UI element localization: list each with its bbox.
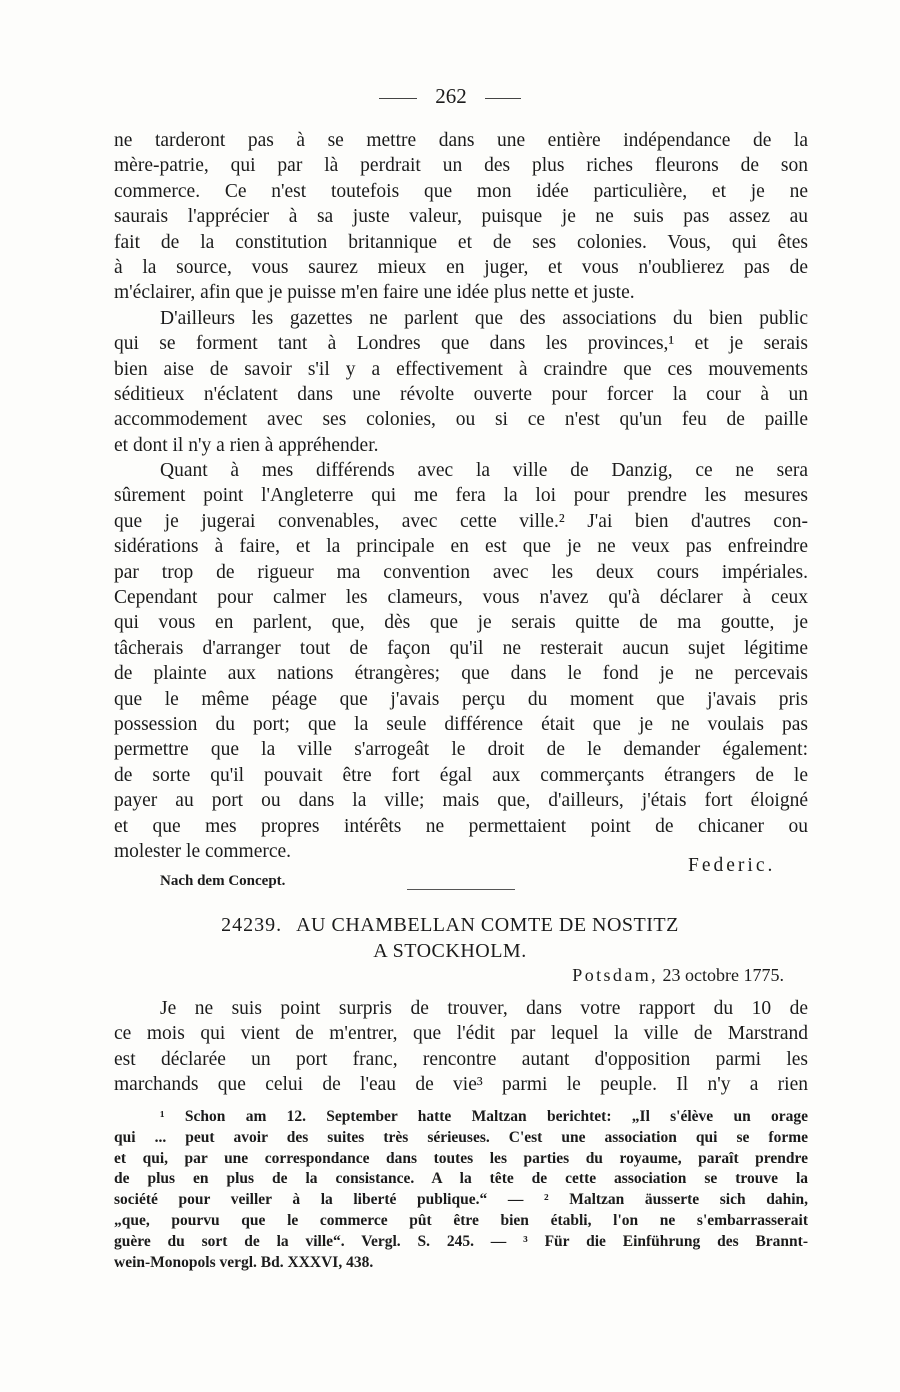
footnote-line: société pour veiller à la liberté publique.“ — ² Maltzan äusserte sich dahin, [114,1191,808,1209]
text-line: bien aise de savoir s'il y a effectivement à craindre que ces mouvements [114,358,808,380]
text-line: payer au port ou dans la ville; mais que, d'ailleurs, j'étais fort éloigné [114,790,808,812]
text-line: est déclarée un port franc, rencontre autant d'opposition parmi les [114,1048,808,1070]
text-line: et que mes propres intérêts ne permettaient point de chicaner ou [114,815,808,837]
footnote-line: qui ... peut avoir des suites très sérieuses. C'est une association qui se forme [114,1128,808,1146]
text-line: Cependant pour calmer les clameurs, vous n'avez qu'à déclarer à ceux [114,587,808,609]
text-line: marchands que celui de l'eau de vie³ parmi le peuple. Il n'y a rien [114,1074,808,1096]
letter-number: 24239. [221,914,283,936]
text-line: accommodement avec ses colonies, ou si ce n'est qu'un feu de paille [114,409,808,431]
footnote-line: ¹ Schon am 12. September hatte Maltzan berichtet: „Il s'élève un orage [160,1108,808,1125]
letter-body-second [114,996,808,1098]
footnote-line: de plus en plus de la consistance. A la tête de cette association se trouve la [114,1170,808,1188]
text-line: saurais l'apprécier à sa juste valeur, puisque je ne suis pas assez au [114,206,808,228]
text-line: qui se forment tant à Londres que dans les provinces,¹ et je serais [114,333,808,355]
page-number: 262 [435,84,467,108]
text-line: mère-patrie, qui par là perdrait un des plus riches fleurons de son [114,155,808,177]
footnote-line: wein-Monopols vergl. Bd. XXXVI, 438. [114,1253,374,1271]
text-line: permettre que la ville s'arrogeât le droit de le demander également: [114,739,808,761]
text-line: sûrement point l'Angleterre qui me fera la loi pour prendre les mesures [114,485,808,507]
letter-place: Potsdam, [572,965,659,985]
page-header [0,83,900,109]
text-line: tâcherais d'arranger tout de façon qu'il ne resterait aucun sujet légitime [114,637,808,659]
text-line: qui vous en parlent, que, dès que je serais quitte de ma goutte, je [114,612,808,634]
text-line: ce mois qui vient de m'entrer, que l'édit par lequel la ville de Marstrand [114,1023,808,1045]
header-rule-left [379,98,417,99]
header-rule-right [485,98,521,99]
text-line: séditieux n'éclatent dans une révolte ouverte pour forcer la cour à un [114,383,808,405]
text-line: par trop de rigueur ma convention avec les deux cours impériales. [114,561,808,583]
text-line: D'ailleurs les gazettes ne parlent que des associations du bien public [160,307,808,329]
text-line: Je ne suis point surpris de trouver, dans votre rapport du 10 de [160,998,808,1019]
footnote-line: „que, pourvu que le commerce pût être bien établi, l'on ne s'embarrasserait [114,1211,808,1229]
text-line: m'éclairer, afin que je puisse m'en faire une idée plus nette et juste. [114,282,635,304]
source-note: Nach dem Concept. [160,873,286,889]
letter-heading [0,911,900,939]
text-line: fait de la constitution britannique et de ses colonies. Vous, qui êtes [114,231,808,253]
text-line: et dont il n'y a rien à appréhender. [114,434,379,456]
text-line: sidérations à faire, et la principale en est que je ne veux pas enfreindre [114,536,808,558]
text-line: de sorte qu'il pouvait être fort égal aux commerçants étrangers de le [114,764,808,786]
text-line: Quant à mes différends avec la ville de Danzig, ce ne sera [160,460,808,482]
letter-body [114,128,808,864]
footnote-line: guère du sort de la ville“. Vergl. S. 245. — ³ Für die Einführung des Brannt- [114,1232,808,1250]
footnotes [114,1107,808,1273]
text-line: ne tarderont pas à se mettre dans une entière indépendance de la [114,130,808,151]
section-separator [407,889,515,890]
text-line: que le même péage que j'avais perçu du moment que j'avais pris [114,688,808,710]
letter-addressee: AU CHAMBELLAN COMTE DE NOSTITZ [296,914,679,936]
text-line: à la source, vous saurez mieux en juger, et vous n'oublierez pas de [114,256,808,278]
text-line: commerce. Ce n'est toutefois que mon idée particulière, et je ne [114,180,808,202]
letter-dateline [572,962,784,988]
signature: Federic. [688,855,776,876]
text-line: possession du port; que la seule différence était que je ne voulais pas [114,713,808,735]
letter-heading-location: A STOCKHOLM. [373,940,527,962]
letter-date: 23 octobre 1775. [662,965,784,985]
text-line: de plainte aux nations étrangères; que dans le fond je ne percevais [114,663,808,685]
footnote-line: et qui, par une correspondance dans toutes les parties du royaume, paraît prendre [114,1149,808,1167]
text-line: molester le commerce. [114,840,292,862]
text-line: que je jugerai convenables, avec cette ville.² J'ai bien d'autres con- [114,510,808,532]
